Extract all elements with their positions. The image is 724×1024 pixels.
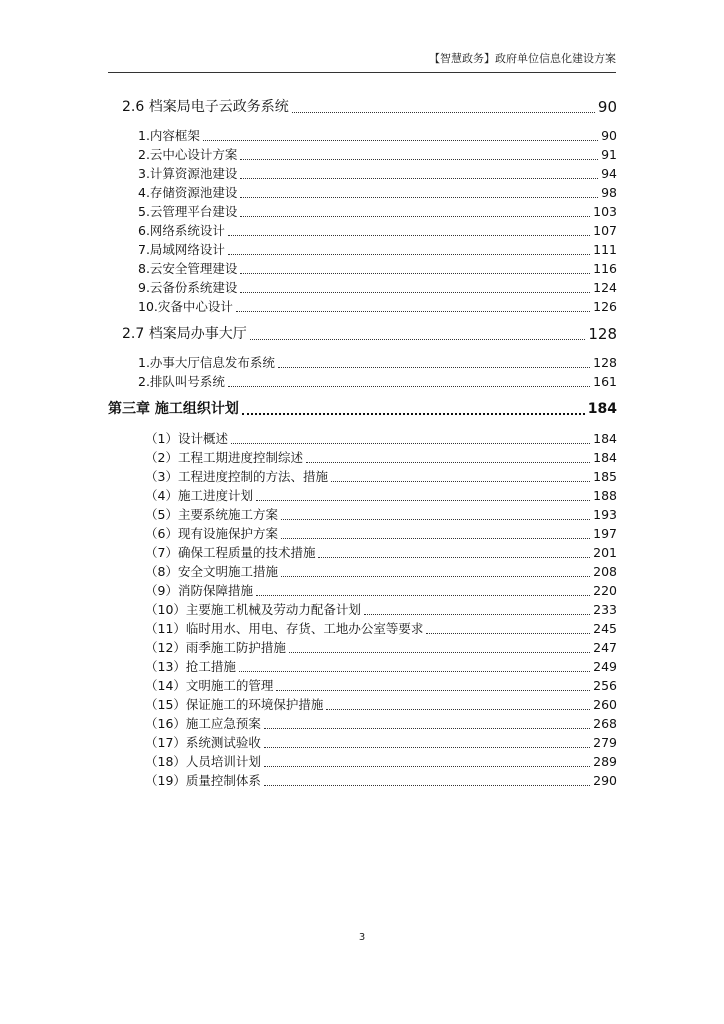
toc-entry[interactable] [138,298,617,316]
toc-leader-dots [364,614,590,615]
toc-leader-dots [240,159,598,160]
toc-leader-dots [240,178,598,179]
toc-entry-title: 2.6 档案局电子云政务系统 [122,99,289,115]
toc-entry-page: 188 [593,488,617,503]
toc-entry-page: 247 [593,640,617,655]
toc-entry-title: 7.局域网络设计 [138,242,225,257]
toc-entry-page: 233 [593,602,617,617]
toc-entry-title: （11）临时用水、用电、存货、工地办公室等要求 [145,621,424,636]
toc-leader-dots [236,311,590,312]
toc-entry-page: 290 [593,773,617,788]
toc-leader-dots [228,254,590,255]
toc-entry[interactable] [145,582,617,600]
toc-entry-title: 3.计算资源池建设 [138,166,238,181]
toc-entry[interactable] [145,753,617,771]
toc-entry-page: 107 [593,223,617,238]
toc-entry-page: 279 [593,735,617,750]
toc-leader-dots [289,652,590,653]
toc-leader-dots [281,576,590,577]
toc-entry-title: 5.云管理平台建设 [138,204,238,219]
toc-entry[interactable] [138,203,617,221]
toc-leader-dots [426,633,590,634]
toc-entry-title: （15）保证施工的环境保护措施 [145,697,324,712]
toc-leader-dots [318,557,590,558]
toc-entry[interactable] [145,544,617,562]
toc-entry-page: 116 [593,261,617,276]
toc-leader-dots [231,443,590,444]
toc-entry-title: 2.7 档案局办事大厅 [122,326,247,342]
toc-section-2-6[interactable] [122,97,617,117]
toc-entry-title: （8）安全文明施工措施 [145,564,278,579]
toc-leader-dots [240,273,590,274]
toc-entry-title: （2）工程工期进度控制综述 [145,450,303,465]
toc-leader-dots [256,500,590,501]
toc-entry-page: 126 [593,299,617,314]
toc-chapter-3[interactable] [108,399,617,419]
toc-entry-page: 208 [593,564,617,579]
toc-entry-title: （17）系统测试验收 [145,735,261,750]
toc-entry-title: （6）现有设施保护方案 [145,526,278,541]
toc-leader-dots [228,386,590,387]
toc-entry-title: 8.云安全管理建设 [138,261,238,276]
toc-entry[interactable] [145,658,617,676]
toc-entry[interactable] [138,260,617,278]
toc-entry-page: 90 [601,128,617,143]
toc-entry-page: 268 [593,716,617,731]
toc-entry-title: 4.存储资源池建设 [138,185,238,200]
toc-entry-title: 第三章 施工组织计划 [108,401,239,417]
toc-entry-title: （9）消防保障措施 [145,583,253,598]
toc-leader-dots [240,292,590,293]
toc-leader-dots [326,709,590,710]
toc-leader-dots [306,462,590,463]
toc-entry[interactable] [145,639,617,657]
toc-leader-dots [264,747,590,748]
toc-entry[interactable] [138,373,617,391]
toc-entry-title: 1.办事大厅信息发布系统 [138,355,275,370]
toc-entry-title: （1）设计概述 [145,431,228,446]
toc-entry-page: 184 [587,401,617,417]
toc-entry-title: 2.排队叫号系统 [138,374,225,389]
toc-entry-page: 201 [593,545,617,560]
toc-leader-dots [281,519,590,520]
toc-entry-title: （3）工程进度控制的方法、措施 [145,469,328,484]
toc-entry-page: 245 [593,621,617,636]
toc-entry-page: 161 [593,374,617,389]
toc-entry-page: 256 [593,678,617,693]
toc-entry[interactable] [145,449,617,467]
toc-entry-title: （4）施工进度计划 [145,488,253,503]
toc-entry[interactable] [138,146,617,164]
toc-entry-page: 220 [593,583,617,598]
toc-entry-title: 6.网络系统设计 [138,223,225,238]
toc-entry-title: （14）文明施工的管理 [145,678,274,693]
page-number: 3 [358,932,366,943]
toc-entry-page: 128 [588,325,617,343]
toc-entry-page: 103 [593,204,617,219]
toc-entry-title: 1.内容框架 [138,128,200,143]
toc-leader-dots [264,766,590,767]
toc-entry-title: （18）人员培训计划 [145,754,261,769]
toc-leader-dots [250,339,586,340]
toc-leader-dots [281,538,590,539]
toc-leader-dots [203,140,598,141]
toc-entry[interactable] [145,620,617,638]
toc-entry[interactable] [145,525,617,543]
toc-entry-page: 185 [593,469,617,484]
toc-entry-title: （7）确保工程质量的技术措施 [145,545,316,560]
toc-leader-dots [240,216,590,217]
toc-entry-title: 10.灾备中心设计 [138,299,233,314]
toc-section-2-7[interactable] [122,324,617,344]
toc-entry-page: 98 [601,185,617,200]
toc-entry-page: 249 [593,659,617,674]
toc-entry[interactable] [138,127,617,145]
toc-entry-title: 9.云备份系统建设 [138,280,238,295]
toc-entry[interactable] [138,241,617,259]
toc-entry[interactable] [138,184,617,202]
page-header: 【智慧政务】政府单位信息化建设方案 [108,50,616,73]
toc-leader-dots [276,690,590,691]
toc-leader-dots [292,112,595,113]
toc-entry-title: （16）施工应急预案 [145,716,261,731]
toc-entry[interactable] [145,487,617,505]
toc-entry-page: 197 [593,526,617,541]
toc-entry-title: （13）抢工措施 [145,659,236,674]
toc-entry-page: 94 [601,166,617,181]
toc-leader-dots [239,671,590,672]
toc-entry-page: 260 [593,697,617,712]
toc-entry-title: （12）雨季施工防护措施 [145,640,286,655]
toc-entry[interactable] [145,696,617,714]
toc-entry[interactable] [145,430,617,448]
toc-entry-title: （10）主要施工机械及劳动力配备计划 [145,602,361,617]
toc-entry-page: 111 [593,242,617,257]
toc-entry[interactable] [145,601,617,619]
toc-entry-title: （5）主要系统施工方案 [145,507,278,522]
toc-entry[interactable] [145,506,617,524]
toc-entry[interactable] [145,468,617,486]
toc-entry[interactable] [138,222,617,240]
toc-entry-page: 90 [597,98,617,116]
toc-entry[interactable] [145,563,617,581]
toc-entry-page: 128 [593,355,617,370]
toc-entry[interactable] [138,354,617,372]
toc-entry[interactable] [138,279,617,297]
toc-leader-dots [264,728,590,729]
toc-entry[interactable] [145,734,617,752]
toc-leader-dots [264,785,590,786]
toc-entry[interactable] [145,715,617,733]
toc-leader-dots [228,235,590,236]
toc-leader-dots [240,197,598,198]
toc-entry[interactable] [145,677,617,695]
toc-leader-dots [256,595,590,596]
toc-entry-page: 91 [601,147,617,162]
toc-entry-page: 289 [593,754,617,769]
toc-leader-dots [278,367,590,368]
toc-entry-title: 2.云中心设计方案 [138,147,238,162]
toc-entry-title: （19）质量控制体系 [145,773,261,788]
toc-leader-dots [331,481,590,482]
toc-entry-page: 184 [593,431,617,446]
toc-entry[interactable] [145,772,617,790]
toc-entry[interactable] [138,165,617,183]
toc-entry-page: 124 [593,280,617,295]
toc-entry-page: 184 [593,450,617,465]
toc-leader-dots [242,413,585,415]
toc-entry-page: 193 [593,507,617,522]
